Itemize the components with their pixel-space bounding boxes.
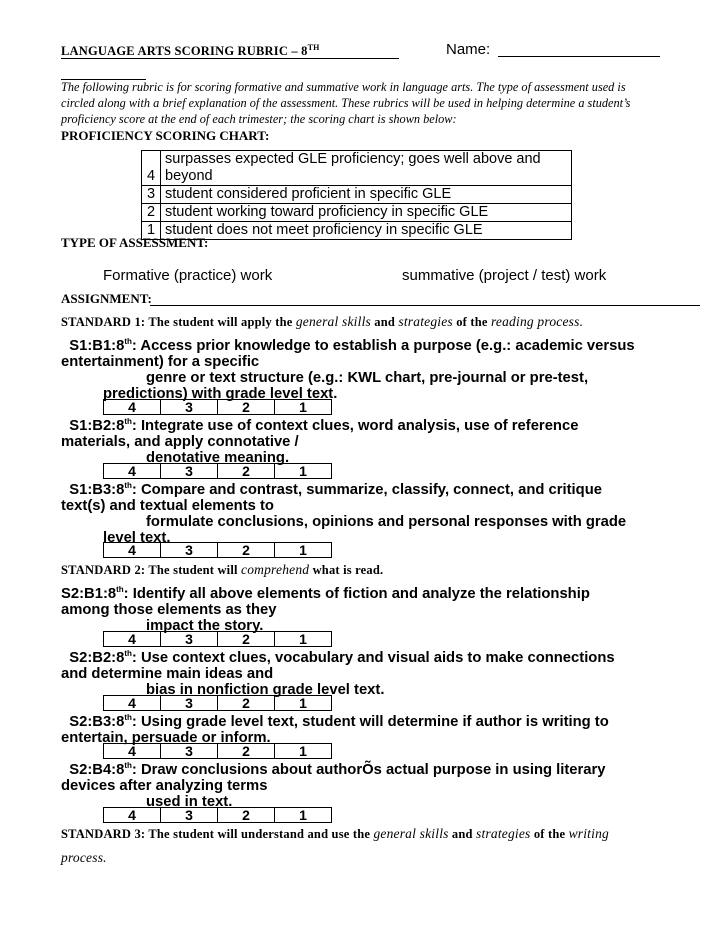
score-3-box[interactable]: 3 — [161, 400, 218, 415]
proficiency-score: 2 — [142, 204, 161, 222]
standard-2-heading: STANDARD 2: The student will comprehend what is read. — [61, 562, 384, 577]
proficiency-description: student working toward proficiency in specific GLE — [161, 204, 572, 222]
score-boxes-s2b1 — [103, 631, 332, 647]
proficiency-score: 4 — [142, 151, 161, 186]
intro-paragraph: The following rubric is for scoring formative and summative work in language arts. The type of assessment used is circled along with a brief explanation of the assessment. These rubrics will be used in helping determine a student’s proficiency score at the end of each trimester; the scoring chart is shown below: — [61, 80, 631, 126]
objective-s2b2: S2:B2:8th: Use context clues, vocabulary and visual aids to make connections and determine main ideas and bias in nonfiction grade level text. — [61, 649, 615, 698]
objective-s1b3: S1:B3:8th: Compare and contrast, summarize, classify, connect, and critique text(s) and textual elements to formulate conclusions, opinions and personal responses with grade level text. — [61, 481, 627, 546]
proficiency-row — [142, 151, 572, 186]
assignment-blank-line[interactable] — [150, 305, 700, 306]
proficiency-description: student does not meet proficiency in specific GLE — [161, 222, 572, 240]
summative-option[interactable]: summative (project / test) work — [402, 267, 607, 284]
assessment-type-label: TYPE OF ASSESSMENT: — [61, 235, 209, 250]
assignment-label: ASSIGNMENT: — [61, 291, 152, 306]
header-rule — [61, 58, 399, 59]
score-2-box[interactable]: 2 — [218, 400, 275, 415]
score-4-box[interactable]: 4 — [104, 744, 161, 759]
name-blank-line — [498, 56, 660, 57]
score-1-box[interactable]: 1 — [275, 543, 332, 558]
score-2-box[interactable]: 2 — [218, 543, 275, 558]
objective-s2b3: S2:B3:8th: Using grade level text, student will determine if author is writing to entertain, persuade or inform. — [61, 713, 609, 746]
score-boxes-s1b3 — [103, 542, 332, 558]
standard-1-heading: STANDARD 1: The student will apply the general skills and strategies of the reading process. — [61, 314, 584, 329]
score-boxes-s1b1 — [103, 399, 332, 415]
score-3-box[interactable]: 3 — [161, 632, 218, 647]
proficiency-chart-label: PROFICIENCY SCORING CHART: — [61, 128, 270, 143]
score-3-box[interactable]: 3 — [161, 696, 218, 711]
score-3-box[interactable]: 3 — [161, 808, 218, 823]
formative-option[interactable]: Formative (practice) work — [103, 267, 273, 284]
proficiency-row — [142, 186, 572, 204]
score-2-box[interactable]: 2 — [218, 632, 275, 647]
score-1-box[interactable]: 1 — [275, 696, 332, 711]
score-boxes-s2b4 — [103, 807, 332, 823]
score-2-box[interactable]: 2 — [218, 808, 275, 823]
proficiency-score: 3 — [142, 186, 161, 204]
score-4-box[interactable]: 4 — [104, 632, 161, 647]
score-1-box[interactable]: 1 — [275, 632, 332, 647]
proficiency-row — [142, 204, 572, 222]
name-label: Name: — [446, 41, 491, 58]
score-1-box[interactable]: 1 — [275, 808, 332, 823]
objective-s1b2: S1:B2:8th: Integrate use of context clues, word analysis, use of reference materials, and apply connotative / denotative meaning. — [61, 417, 579, 466]
score-3-box[interactable]: 3 — [161, 543, 218, 558]
score-4-box[interactable]: 4 — [104, 808, 161, 823]
proficiency-table — [141, 150, 572, 240]
score-1-box[interactable]: 1 — [275, 744, 332, 759]
score-4-box[interactable]: 4 — [104, 464, 161, 479]
objective-s1b1: S1:B1:8th: Access prior knowledge to establish a purpose (e.g.: academic versus entertainment) for a specific genre or text structure (e.g.: KWL chart, pre-journal or pre-test, predictions) with grade level text. — [61, 337, 635, 402]
score-boxes-s1b2 — [103, 463, 332, 479]
score-4-box[interactable]: 4 — [104, 543, 161, 558]
score-3-box[interactable]: 3 — [161, 464, 218, 479]
score-3-box[interactable]: 3 — [161, 744, 218, 759]
rubric-title: LANGUAGE ARTS SCORING RUBRIC – 8TH — [61, 43, 320, 59]
score-2-box[interactable]: 2 — [218, 696, 275, 711]
proficiency-description: surpasses expected GLE proficiency; goes well above and beyond — [161, 151, 572, 186]
objective-s2b1: S2:B1:8th: Identify all above elements of fiction and analyze the relationship among those elements as they impact the story. — [61, 585, 590, 634]
proficiency-score: 1 — [142, 222, 161, 240]
score-boxes-s2b3 — [103, 743, 332, 759]
score-2-box[interactable]: 2 — [218, 744, 275, 759]
score-2-box[interactable]: 2 — [218, 464, 275, 479]
proficiency-description: student considered proficient in specific GLE — [161, 186, 572, 204]
score-1-box[interactable]: 1 — [275, 464, 332, 479]
objective-s2b4: S2:B4:8th: Draw conclusions about authorÕs actual purpose in using literary devices after analyzing terms used in text. — [61, 761, 606, 810]
score-4-box[interactable]: 4 — [104, 400, 161, 415]
score-1-box[interactable]: 1 — [275, 400, 332, 415]
standard-3-heading-cont: process. — [61, 850, 107, 865]
score-boxes-s2b2 — [103, 695, 332, 711]
standard-3-heading: STANDARD 3: The student will understand and use the general skills and strategies of the writing — [61, 826, 609, 841]
score-4-box[interactable]: 4 — [104, 696, 161, 711]
